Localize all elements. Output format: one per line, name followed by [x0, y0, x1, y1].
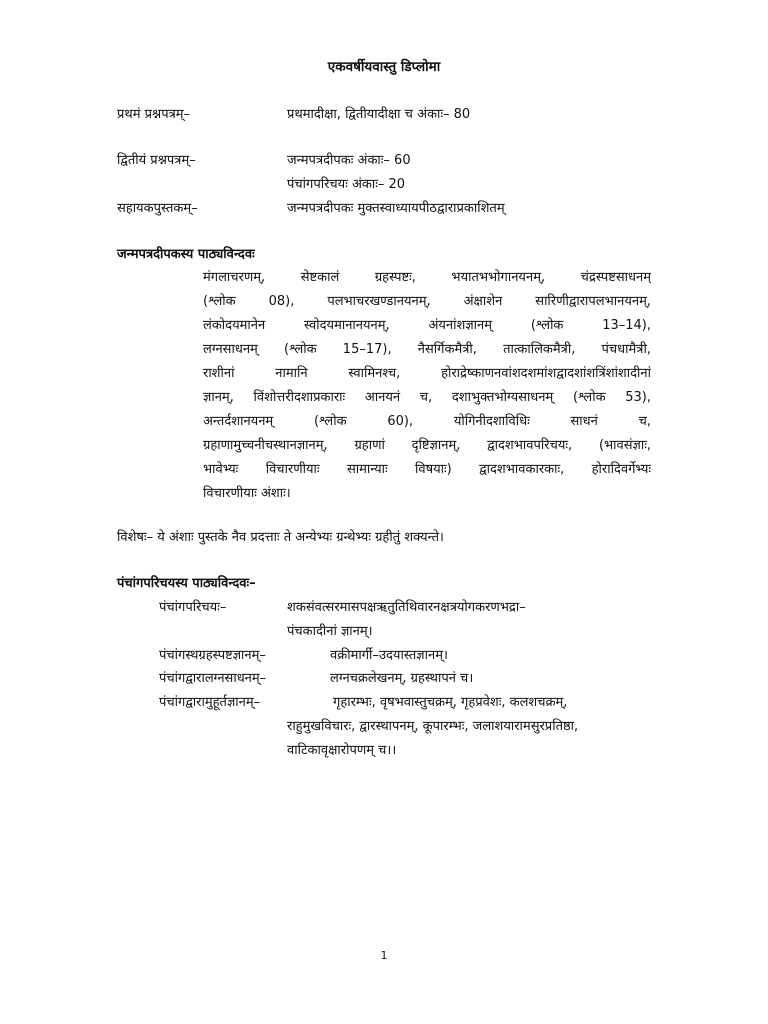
- item-line: शकसंवत्सरमासपक्षऋतुतिथिवारनक्षत्रयोगकरणभद्रा–: [287, 600, 526, 615]
- reference-book-value: जन्मपत्रदीपकः मुक्तस्वाध्यायपीठद्वाराप्रकाशितम्: [287, 201, 505, 216]
- section-2-heading: पंचांगपरिचयस्य पाठ्यविन्दवः–: [117, 576, 256, 591]
- item-line: गृहारम्भः, वृषभवास्तुचक्रम्, गृहप्रवेशः, कलशचक्रम्,: [333, 695, 568, 710]
- syllabus-line: मंगलाचरणम्, सेष्टकालं ग्रहस्पष्टः, भयातभभोगानयनम्, चंद्रस्पष्टसाधनम्: [203, 270, 651, 285]
- note: विशेषः– ये अंशाः पुस्तके नैव प्रदत्ताः ते अन्येभ्यः ग्रन्थेभ्यः ग्रहीतुं शक्यन्ते।: [117, 530, 444, 545]
- page-title: एकवर्षीयवास्तु डिप्लोमा: [327, 59, 441, 75]
- item-label: पंचांगद्वारामुहूर्तज्ञानम्–: [159, 695, 261, 710]
- syllabus-line: ग्रहाणामुच्चनीचस्थानज्ञानम्, ग्रहाणां दृष्टिज्ञानम्, द्वादशभावपरिचयः, (भावसंज्ञाः,: [203, 438, 651, 453]
- page-number: 1: [380, 949, 388, 962]
- syllabus-line: ज्ञानम्, विंशोत्तरीदशाप्रकाराः आनयनं च, दशाभुक्तभोग्यसाधनम् (श्लोक 53),: [203, 390, 651, 405]
- item-line: राहुमुखविचारः, द्वारस्थापनम्, कूपारम्भः, जलाशयारामसुरप्रतिष्ठा,: [287, 719, 579, 734]
- paper-2-value-1: जन्मपत्रदीपकः अंकाः– 60: [287, 153, 411, 168]
- syllabus-line: भावेभ्यः विचारणीयाः सामान्याः विषयाः) द्वादशभावकारकाः, होरादिवर्गेभ्यः: [203, 462, 651, 477]
- paper-1-value: प्रथमादीक्षा, द्वितीयादीक्षा च अंकाः– 80: [287, 107, 471, 122]
- syllabus-line: लग्नसाधनम् (श्लोक 15–17), नैसर्गिकमैत्री, तात्कालिकमैत्री, पंचधामैत्री,: [203, 342, 651, 357]
- item-line: पंचकादीनां ज्ञानम्।: [287, 624, 373, 639]
- syllabus-line: अन्तर्दशानयनम् (श्लोक 60), योगिनीदशाविधिः साधनं च,: [203, 414, 651, 429]
- paper-2-label: द्वितीयं प्रश्नपत्रम्–: [117, 153, 196, 168]
- item-line: वक्रीमार्गी–उदयास्तज्ञानम्।: [330, 648, 448, 663]
- item-line: लग्नचक्रलेखनम्, ग्रहस्थापनं च।: [330, 671, 474, 686]
- section-1-heading: जन्मपत्रदीपकस्य पाठ्यविन्दवः: [117, 247, 255, 262]
- reference-book-label: सहायकपुस्तकम्–: [117, 201, 198, 216]
- syllabus-line: राशीनां नामानि स्वामिनश्च, होराद्रेष्काणनवांशदशमांशद्वादशांशत्रिंशांशादीनां: [203, 366, 651, 381]
- paper-2-value-2: पंचांगपरिचयः अंकाः– 20: [287, 177, 406, 192]
- item-label: पंचांगद्वारालग्नसाधनम्–: [159, 671, 267, 686]
- syllabus-line: लंकोदयमानेन स्वोदयमानानयनम्, अंयनांशज्ञानम् (श्लोक 13–14),: [203, 318, 651, 333]
- item-label: पंचांगपरिचयः–: [159, 600, 227, 615]
- syllabus-line: (श्लोक 08), पलभाचरखण्डानयनम्, अंक्षाशेन सारिणीद्वारापलभानयनम्,: [203, 294, 651, 309]
- syllabus-line: विचारणीयाः अंशाः।: [203, 486, 291, 501]
- paper-1-label: प्रथमं प्रश्नपत्रम्–: [117, 107, 191, 122]
- item-label: पंचांगस्थग्रहस्पष्टज्ञानम्–: [159, 648, 266, 663]
- item-line: वाटिकावृक्षारोपणम् च।।: [287, 743, 397, 758]
